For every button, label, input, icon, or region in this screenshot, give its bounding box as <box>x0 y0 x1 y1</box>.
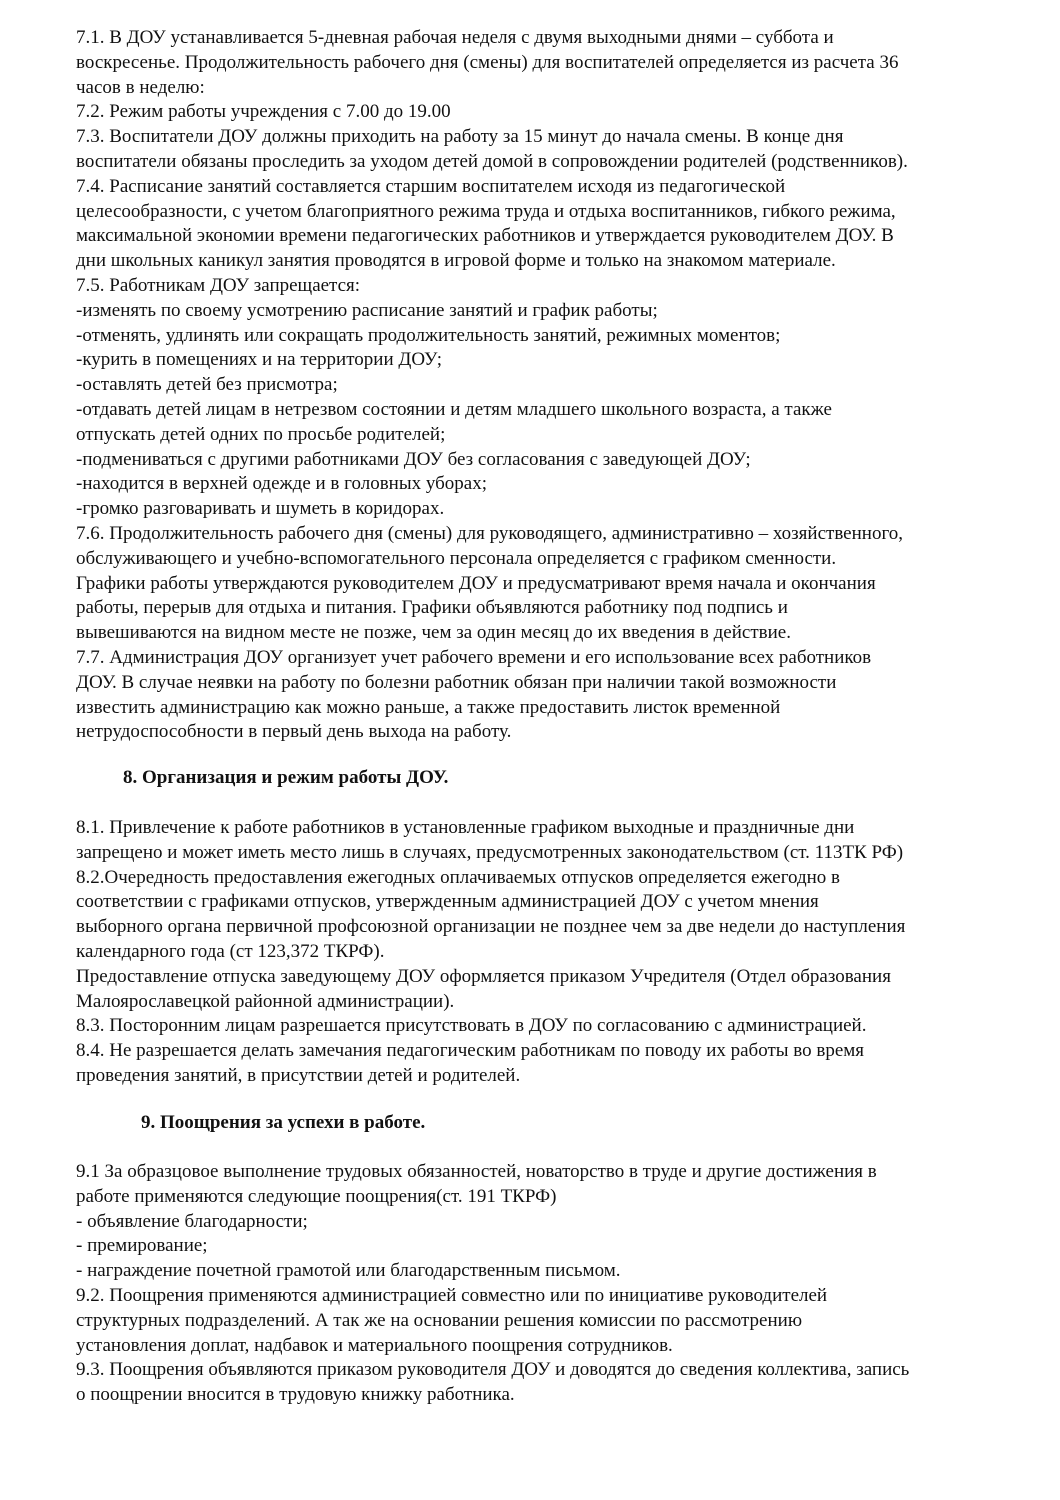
text-line: 7.4. Расписание занятий составляется старшим воспитателем исходя из педагогической <box>76 175 786 197</box>
text-line: 7.7. Администрация ДОУ организует учет рабочего времени и его использование всех работников <box>76 646 872 668</box>
text-line: ДОУ. В случае неявки на работу по болезни работник обязан при наличии такой возможности <box>76 671 837 693</box>
text-line: Графики работы утверждаются руководителем ДОУ и предусматривают время начала и окончания <box>76 572 876 594</box>
text-line: максимальной экономии времени педагогических работников и утверждается руководителем ДОУ. В <box>76 225 894 247</box>
text-line: - награждение почетной грамотой или благодарственным письмом. <box>76 1260 621 1282</box>
text-line: -находится в верхней одежде и в головных уборах; <box>76 473 487 495</box>
text-line: 8.1. Привлечение к работе работников в установленные графиком выходные и праздничные дни <box>76 817 855 838</box>
text-line: установления доплат, надбавок и материального поощрения сотрудников. <box>76 1334 673 1356</box>
section-8-heading: 8. Организация и режим работы ДОУ. <box>123 767 449 788</box>
text-line: работы, перерыв для отдыха и питания. Графики объявляются работнику под подпись и <box>76 597 788 619</box>
text-line: 9.2. Поощрения применяются администрацией совместно или по инициативе руководителей <box>76 1284 828 1306</box>
text-line: -отменять, удлинять или сокращать продолжительность занятий, режимных моментов; <box>76 324 781 346</box>
text-line: 7.2. Режим работы учреждения с 7.00 до 19.00 <box>76 101 451 123</box>
text-line: запрещено и может иметь место лишь в случаях, предусмотренных законодательством (ст. 113ТК РФ) <box>76 841 904 863</box>
text-line: -подмениваться с другими работниками ДОУ без согласования с заведующей ДОУ; <box>76 448 751 470</box>
text-line: часов в неделю: <box>76 76 205 98</box>
text-line: проведения занятий, в присутствии детей и родителей. <box>76 1064 521 1086</box>
text-line: -курить в помещениях и на территории ДОУ; <box>76 349 442 371</box>
section-8-text <box>76 816 1036 1089</box>
text-line: - премирование; <box>76 1235 208 1257</box>
text-line: 8.3. Посторонним лицам разрешается присутствовать в ДОУ по согласованию с администрацией. <box>76 1015 867 1037</box>
text-line: -оставлять детей без присмотра; <box>76 374 338 396</box>
text-line: - объявление благодарности; <box>76 1210 308 1232</box>
text-line: известить администрацию как можно раньше, а также предоставить листок временной <box>76 696 781 718</box>
text-line: соответствии с графиками отпусков, утвержденным администрацией ДОУ с учетом мнения <box>76 891 819 913</box>
text-line: -изменять по своему усмотрению расписание занятий и график работы; <box>76 299 658 321</box>
text-line: вывешиваются на видном месте не позже, чем за один месяц до их введения в действие. <box>76 622 791 644</box>
text-line: о поощрении вносится в трудовую книжку работника. <box>76 1384 515 1406</box>
text-line: воскресенье. Продолжительность рабочего дня (смены) для воспитателей определяется из расчета 36 <box>76 51 899 73</box>
text-line: 7.6. Продолжительность рабочего дня (смены) для руководящего, административно – хозяйственного, <box>76 522 904 544</box>
text-line: 7.3. Воспитатели ДОУ должны приходить на работу за 15 минут до начала смены. В конце дня <box>76 126 844 148</box>
text-line: 7.5. Работникам ДОУ запрещается: <box>76 274 361 296</box>
section-7-text <box>76 26 1036 745</box>
text-line: 8.4. Не разрешается делать замечания педагогическим работникам по поводу их работы во время <box>76 1040 865 1062</box>
text-line: воспитатели обязаны проследить за уходом детей домой в сопровождении родителей (родственников). <box>76 150 908 172</box>
text-line: 9.1 За образцовое выполнение трудовых обязанностей, новаторство в труде и другие достижения в <box>76 1161 877 1182</box>
text-line: нетрудоспособности в первый день выхода на работу. <box>76 721 512 743</box>
text-line: работе применяются следующие поощрения(ст. 191 ТКРФ) <box>76 1185 557 1207</box>
text-line: обслуживающего и учебно-вспомогательного персонала определяется с графиком сменности. <box>76 547 837 569</box>
text-line: -громко разговаривать и шуметь в коридорах. <box>76 498 445 520</box>
section-9-text <box>76 1160 1036 1408</box>
text-line: структурных подразделений. А так же на основании решения комиссии по рассмотрению <box>76 1309 803 1331</box>
text-line: Малоярославецкой районной администрации). <box>76 990 455 1012</box>
text-line: отпускать детей одних по просьбе родителей; <box>76 423 446 445</box>
text-line: календарного года (ст 123,372 ТКРФ). <box>76 940 385 962</box>
text-line: дни школьных каникул занятия проводятся в игровой форме и только на знакомом материале. <box>76 250 836 272</box>
section-9-heading: 9. Поощрения за успехи в работе. <box>141 1112 426 1133</box>
text-line: выборного органа первичной профсоюзной организации не позднее чем за две недели до наступления <box>76 916 906 938</box>
text-line: -отдавать детей лицам в нетрезвом состоянии и детям младшего школьного возраста, а также <box>76 398 832 420</box>
text-line: 9.3. Поощрения объявляются приказом руководителя ДОУ и доводятся до сведения коллектива, запись <box>76 1359 910 1381</box>
text-line: Предоставление отпуска заведующему ДОУ оформляется приказом Учредителя (Отдел образования <box>76 965 891 987</box>
text-line: 8.2.Очередность предоставления ежегодных оплачиваемых отпусков определяется ежегодно в <box>76 866 841 888</box>
text-line: 7.1. В ДОУ устанавливается 5-дневная рабочая неделя с двумя выходными днями – суббота и <box>76 27 834 48</box>
text-line: целесообразности, с учетом благоприятного режима труда и отдыха воспитанников, гибкого режима, <box>76 200 896 222</box>
